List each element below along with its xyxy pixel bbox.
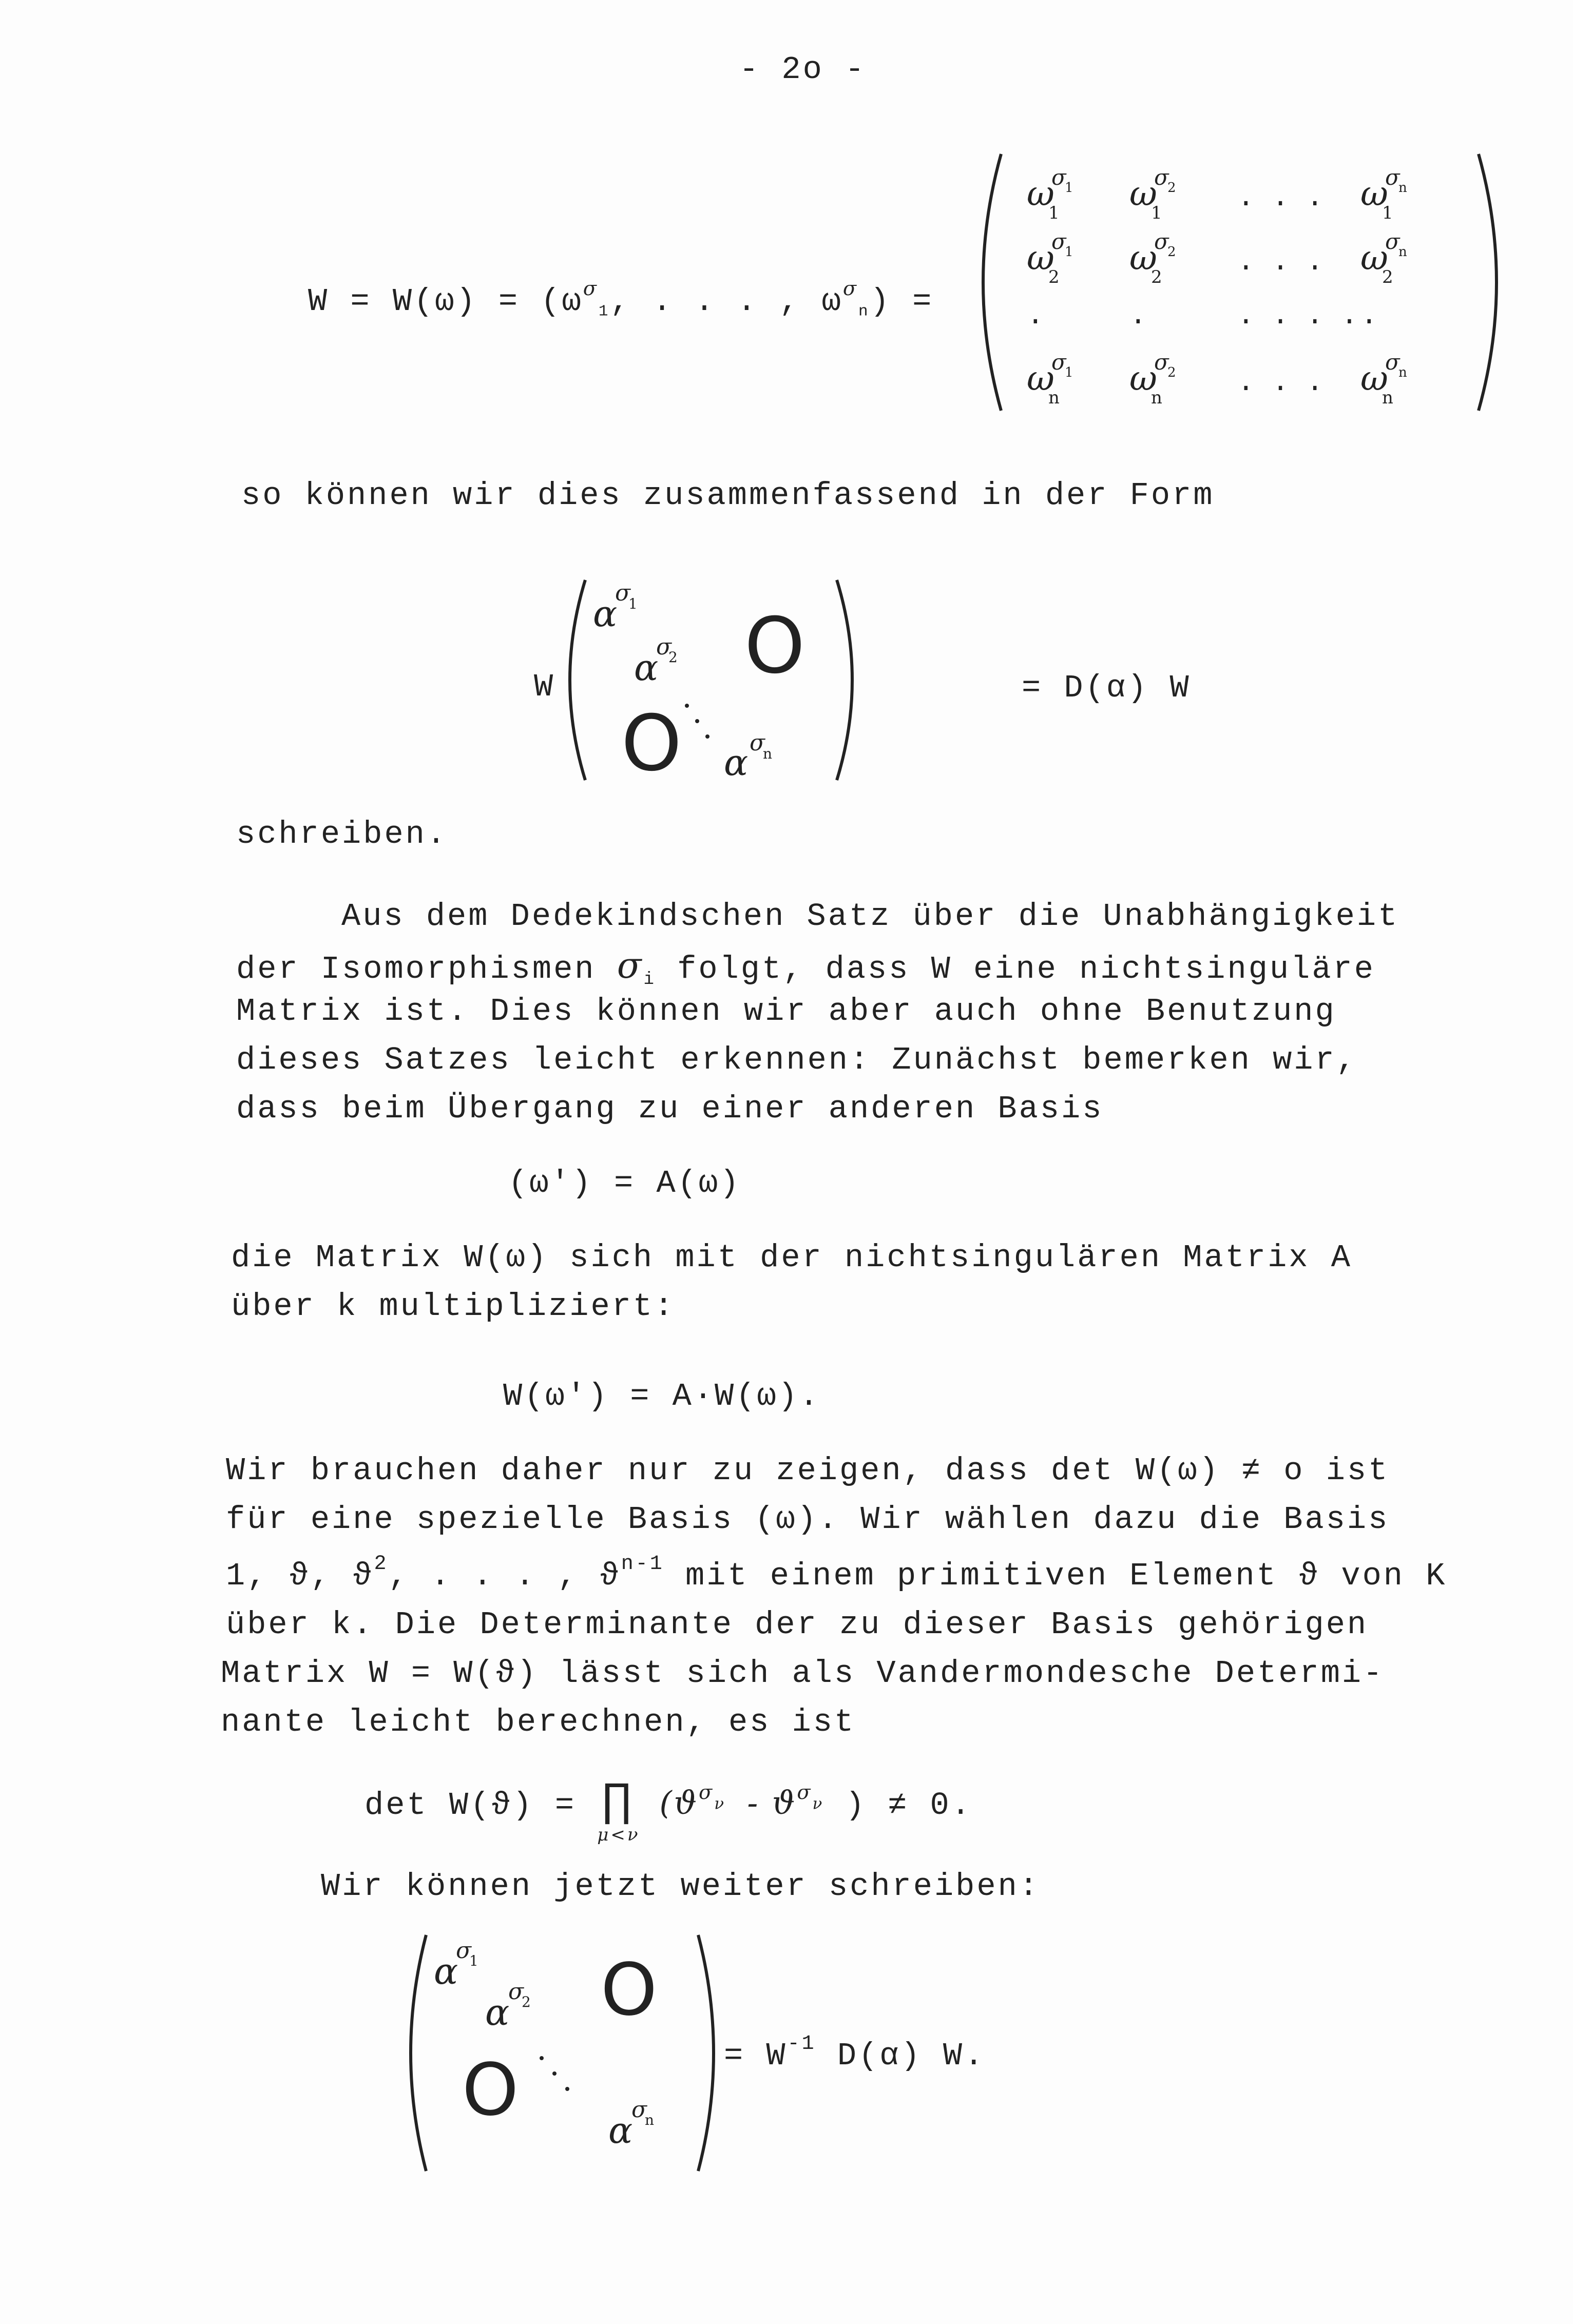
svg-text:σ: σ bbox=[631, 2097, 647, 2123]
svg-text:2: 2 bbox=[1382, 267, 1393, 287]
eq2-w: W bbox=[534, 669, 553, 705]
svg-text:σ: σ bbox=[1385, 165, 1400, 190]
text-schreiben: schreiben. bbox=[236, 816, 448, 853]
text4: Wir können jetzt weiter schreiben: bbox=[321, 1868, 1041, 1905]
eq6-rhs: = $W^{-1}$ D(α) W. bbox=[724, 2032, 986, 2074]
matrix-cell-1-0 bbox=[1027, 229, 1073, 287]
matrix-cell-2-2 bbox=[1237, 299, 1358, 332]
svg-text:σ: σ bbox=[615, 580, 631, 606]
matrix-cell-2-1 bbox=[1129, 299, 1147, 332]
svg-text:σ: σ bbox=[456, 1938, 472, 1964]
diag-matrix-eq6 bbox=[400, 1925, 729, 2181]
svg-text:n: n bbox=[645, 2112, 655, 2128]
svg-text:.: . bbox=[1360, 299, 1378, 332]
para-line-2: der Isomorphismen $\sigma_i$ folgt, dass W eine nichtsinguläre bbox=[236, 944, 1375, 990]
product-symbol: ∏ bbox=[603, 1776, 633, 1828]
eq2-zero-lower: O bbox=[621, 699, 682, 788]
svg-text:σ: σ bbox=[750, 730, 765, 756]
svg-text:n: n bbox=[1398, 244, 1407, 260]
svg-text:.: . bbox=[1129, 299, 1147, 332]
para2-line-3: 1, ϑ, $ϑ^2$, . . . , $ϑ^{n-1}$ mit einem primitiven Element ϑ von K bbox=[226, 1553, 1447, 1594]
svg-text:ω: ω bbox=[1360, 174, 1388, 214]
para2-line-1: Wir brauchen daher nur zu zeigen, dass det W(ω) ≠ o ist bbox=[226, 1452, 1390, 1489]
eq2-alphan: α bbox=[724, 742, 749, 784]
eq2-zero-upper: O bbox=[744, 602, 805, 691]
svg-text:. . .: . . . bbox=[1237, 245, 1324, 278]
svg-text:1: 1 bbox=[1065, 180, 1073, 196]
svg-text:2: 2 bbox=[522, 1993, 531, 2010]
svg-text:2: 2 bbox=[1048, 267, 1060, 287]
svg-text:n: n bbox=[1382, 388, 1393, 408]
svg-text:σ: σ bbox=[1051, 165, 1066, 190]
svg-text:σ: σ bbox=[1154, 165, 1169, 190]
svg-text:1: 1 bbox=[1065, 365, 1073, 380]
para-line-5: dass beim Übergang zu einer anderen Basis bbox=[236, 1091, 1104, 1127]
text-line-1: so können wir dies zusammenfassend in der Form bbox=[241, 477, 1215, 514]
svg-text:σ: σ bbox=[656, 634, 672, 660]
svg-text:. . .: . . . bbox=[1237, 366, 1324, 399]
svg-text:ω: ω bbox=[1360, 359, 1388, 398]
svg-text:O: O bbox=[601, 1948, 658, 2032]
svg-text:2: 2 bbox=[1151, 267, 1162, 287]
matrix-cell-3-3 bbox=[1360, 350, 1407, 408]
svg-text:α: α bbox=[434, 1950, 458, 1992]
svg-text:2: 2 bbox=[1167, 244, 1176, 260]
svg-text:1: 1 bbox=[1382, 203, 1393, 223]
svg-text:σ: σ bbox=[1051, 350, 1066, 375]
svg-text:α: α bbox=[485, 1991, 510, 2034]
svg-text:.: . bbox=[1027, 299, 1044, 332]
matrix-cell-0-0 bbox=[1027, 165, 1073, 223]
omega-matrix bbox=[970, 149, 1509, 416]
svg-text:ω: ω bbox=[1027, 174, 1054, 214]
text3-line-2: über k multipliziert: bbox=[231, 1288, 676, 1325]
svg-text:σ: σ bbox=[1154, 229, 1169, 254]
svg-text:. . . .: . . . . bbox=[1237, 299, 1358, 332]
page-number: - 2o - bbox=[739, 51, 867, 88]
matrix-cell-3-1 bbox=[1129, 350, 1176, 408]
eq5-vandermonde: det W(ϑ) = ∏ μ<ν ($ϑ^{\sigma\nu} - ϑ^{\sigma\nu}$ ) ≠ 0. bbox=[365, 1776, 972, 1845]
svg-text:n: n bbox=[1398, 365, 1407, 380]
sigma-i: σ bbox=[617, 944, 644, 986]
text3-line-1: die Matrix W(ω) sich mit der nichtsingulären Matrix A bbox=[231, 1240, 1352, 1276]
svg-text:ω: ω bbox=[1027, 238, 1054, 278]
svg-text:2: 2 bbox=[1167, 365, 1176, 380]
svg-text:n: n bbox=[1151, 388, 1162, 408]
svg-text:1: 1 bbox=[1065, 244, 1073, 260]
matrix-cell-1-2 bbox=[1237, 245, 1323, 278]
para-line-4: dieses Satzes leicht erkennen: Zunächst bemerken wir, bbox=[236, 1042, 1357, 1078]
svg-text:ω: ω bbox=[1129, 238, 1157, 278]
svg-text:ω: ω bbox=[1129, 359, 1157, 398]
matrix-cell-2-0 bbox=[1027, 299, 1044, 332]
svg-text:1: 1 bbox=[469, 1952, 478, 1969]
svg-text:ω: ω bbox=[1027, 359, 1054, 398]
svg-text:1: 1 bbox=[628, 595, 638, 612]
diag-matrix-eq2 bbox=[534, 570, 862, 790]
equation-w-definition: $W = W(\omega) = (\omega^\sigma_1$, . . . , $\omega^\sigma_n$) = bbox=[308, 277, 934, 321]
eq4-matrix-multiply: W(ω') = A·W(ω). bbox=[503, 1378, 821, 1415]
matrix-cell-1-1 bbox=[1129, 229, 1176, 287]
svg-text:σ: σ bbox=[1154, 350, 1169, 375]
eq3-basis-change: (ω') = A(ω) bbox=[508, 1165, 741, 1202]
eq2-alpha2: α bbox=[634, 647, 659, 689]
svg-text:2: 2 bbox=[1167, 180, 1176, 196]
svg-text:n: n bbox=[1398, 180, 1407, 196]
matrix-cell-0-3 bbox=[1360, 165, 1407, 223]
matrix-cell-1-3 bbox=[1360, 229, 1407, 287]
svg-text:σ: σ bbox=[508, 1979, 524, 2005]
para2-line-6: nante leicht berechnen, es ist bbox=[221, 1704, 856, 1740]
matrix-cell-3-0 bbox=[1027, 350, 1073, 408]
matrix-cell-0-2 bbox=[1237, 181, 1323, 214]
para-line-1: Aus dem Dedekindschen Satz über die Unabhängigkeit bbox=[341, 898, 1399, 935]
para2-line-4: über k. Die Determinante der zu dieser Basis gehörigen bbox=[226, 1606, 1369, 1643]
matrix-cell-3-2 bbox=[1237, 366, 1323, 399]
eq2-rhs: = D(α) W bbox=[1022, 670, 1191, 706]
svg-text:1: 1 bbox=[1151, 203, 1162, 223]
svg-text:σ: σ bbox=[1385, 350, 1400, 375]
svg-text:n: n bbox=[1048, 388, 1060, 408]
matrix-cell-0-1 bbox=[1129, 165, 1176, 223]
svg-text:1: 1 bbox=[1048, 203, 1060, 223]
para2-line-2: für eine spezielle Basis (ω). Wir wählen dazu die Basis bbox=[226, 1501, 1390, 1538]
svg-text:σ: σ bbox=[1385, 229, 1400, 254]
svg-text:O: O bbox=[462, 2048, 519, 2132]
eq2-alpha1: α bbox=[593, 593, 618, 635]
svg-text:α: α bbox=[608, 2109, 633, 2152]
svg-text:ω: ω bbox=[1360, 238, 1388, 278]
matrix-cell-2-3 bbox=[1360, 299, 1378, 332]
svg-text:ω: ω bbox=[1129, 174, 1157, 214]
svg-text:σ: σ bbox=[1051, 229, 1066, 254]
svg-text:2: 2 bbox=[668, 649, 678, 666]
svg-text:n: n bbox=[763, 745, 773, 762]
para-line-3: Matrix ist. Dies können wir aber auch ohne Benutzung bbox=[236, 993, 1336, 1030]
eq1-lhs: W = W(ω) = (ω bbox=[308, 283, 583, 320]
para2-line-5: Matrix W = W(ϑ) lässt sich als Vandermondesche Determi- bbox=[221, 1655, 1385, 1692]
svg-text:. . .: . . . bbox=[1237, 181, 1324, 214]
